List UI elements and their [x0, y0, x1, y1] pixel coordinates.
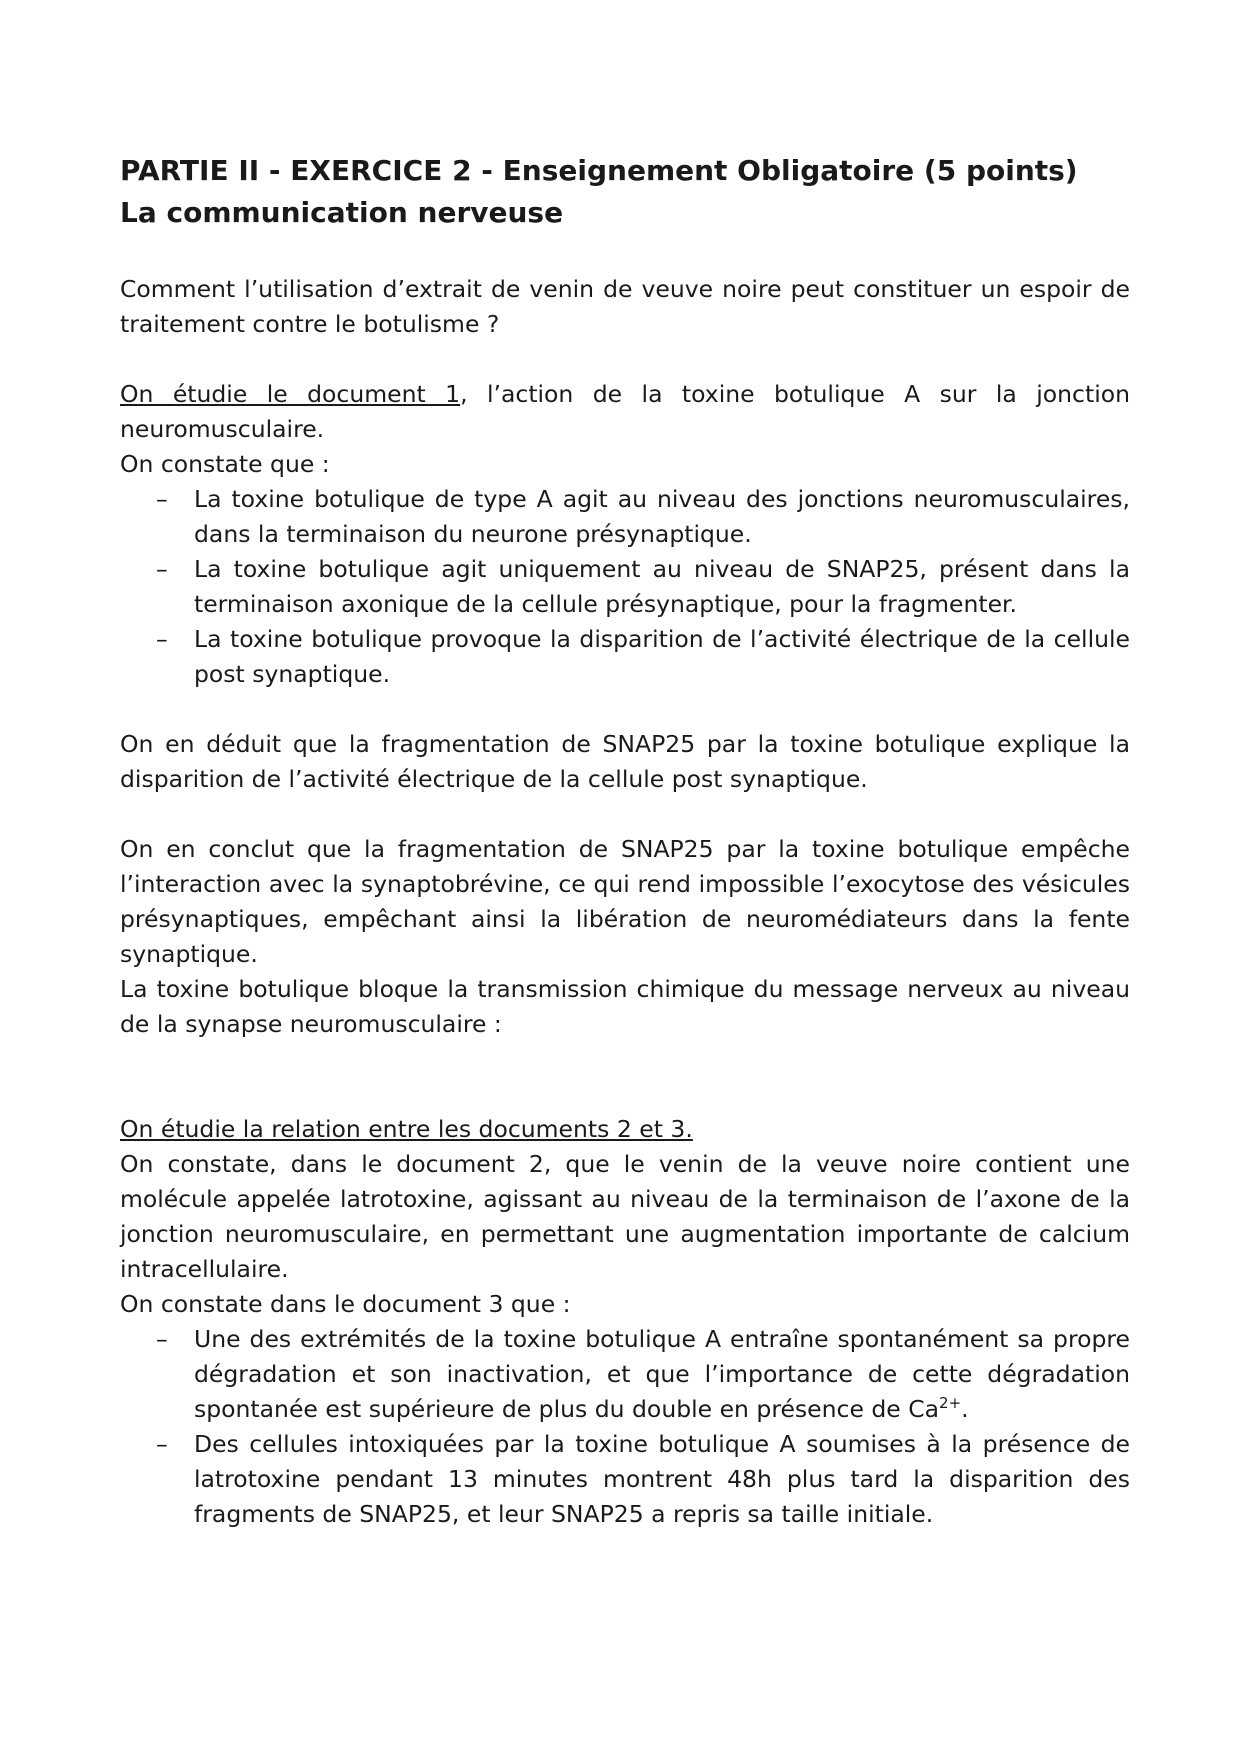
- list-item: – La toxine botulique de type A agit au niveau des jonctions neuromusculaires, dans la terminaison du neurone présynaptique.: [194, 482, 1130, 552]
- doc3-constat: On constate dans le document 3 que :: [120, 1290, 571, 1318]
- doc3-bullet-1-text: Une des extrémités de la toxine botulique A entraîne spontanément sa propre dégradation et son inactivation, et que l’importance de cette dégradation spontanée est supérieure de plus du double en présence de: [194, 1325, 1130, 1423]
- doc1-link: On étudie le document 1: [120, 380, 461, 408]
- list-item: – La toxine botulique agit uniquement au niveau de SNAP25, présent dans la terminaison axonique de la cellule présynaptique, pour la fragmenter.: [194, 552, 1130, 622]
- doc1-constat: On constate que :: [120, 450, 330, 478]
- list-item: [194, 1322, 1130, 1427]
- doc1-intro-rest: , l’action de la toxine botulique A sur la jonction neuromusculaire.: [120, 380, 1130, 443]
- list-item: – Des cellules intoxiquées par la toxine botulique A soumises à la présence de latrotoxine pendant 13 minutes montrent 48h plus tard la disparition des fragments de SNAP25, et leur SNAP25 a repris sa taille initiale.: [194, 1427, 1130, 1532]
- calcium-charge: 2+: [939, 1394, 962, 1413]
- doc23-intro: [120, 1112, 1130, 1147]
- list-item: – La toxine botulique provoque la disparition de l’activité électrique de la cellule post synaptique.: [194, 622, 1130, 692]
- calcium-ion: Ca: [908, 1395, 940, 1423]
- doc2-constat: On constate, dans le document 2, que le venin de la veuve noire contient une molécule appelée latrotoxine, agissant au niveau de la terminaison de l’axone de la jonction neuromusculaire, en permettant une augmentation importante de calcium intracellulaire.: [120, 1150, 1130, 1283]
- title-line-1: PARTIE II - EXERCICE 2 - Enseignement Obligatoire (5 points): [120, 154, 1078, 187]
- doc3-bullet-1-end: .: [961, 1395, 969, 1423]
- doc1-intro: [120, 377, 1130, 447]
- exercise-title: [120, 150, 1130, 234]
- doc1-deduction: On en déduit que la fragmentation de SNAP25 par la toxine botulique explique la disparition de l’activité électrique de la cellule post synaptique.: [120, 730, 1130, 793]
- title-line-2: La communication nerveuse: [120, 196, 564, 229]
- problem-question: Comment l’utilisation d’extrait de venin de veuve noire peut constituer un espoir de traitement contre le botulisme ?: [120, 275, 1130, 338]
- doc1-conclusion: On en conclut que la fragmentation de SNAP25 par la toxine botulique empêche l’interaction avec la synaptobrévine, ce qui rend impossible l’exocytose des vésicules présynaptiques, empêchant ainsi la libération de neuromédiateurs dans la fente synaptique.: [120, 835, 1130, 968]
- doc3-bullet-list: [120, 1322, 1130, 1532]
- document-page: [120, 150, 1130, 1532]
- doc23-link: On étudie la relation entre les documents 2 et 3.: [120, 1115, 693, 1143]
- doc1-bullet-list: [120, 482, 1130, 692]
- doc1-summary: La toxine botulique bloque la transmission chimique du message nerveux au niveau de la synapse neuromusculaire :: [120, 975, 1130, 1038]
